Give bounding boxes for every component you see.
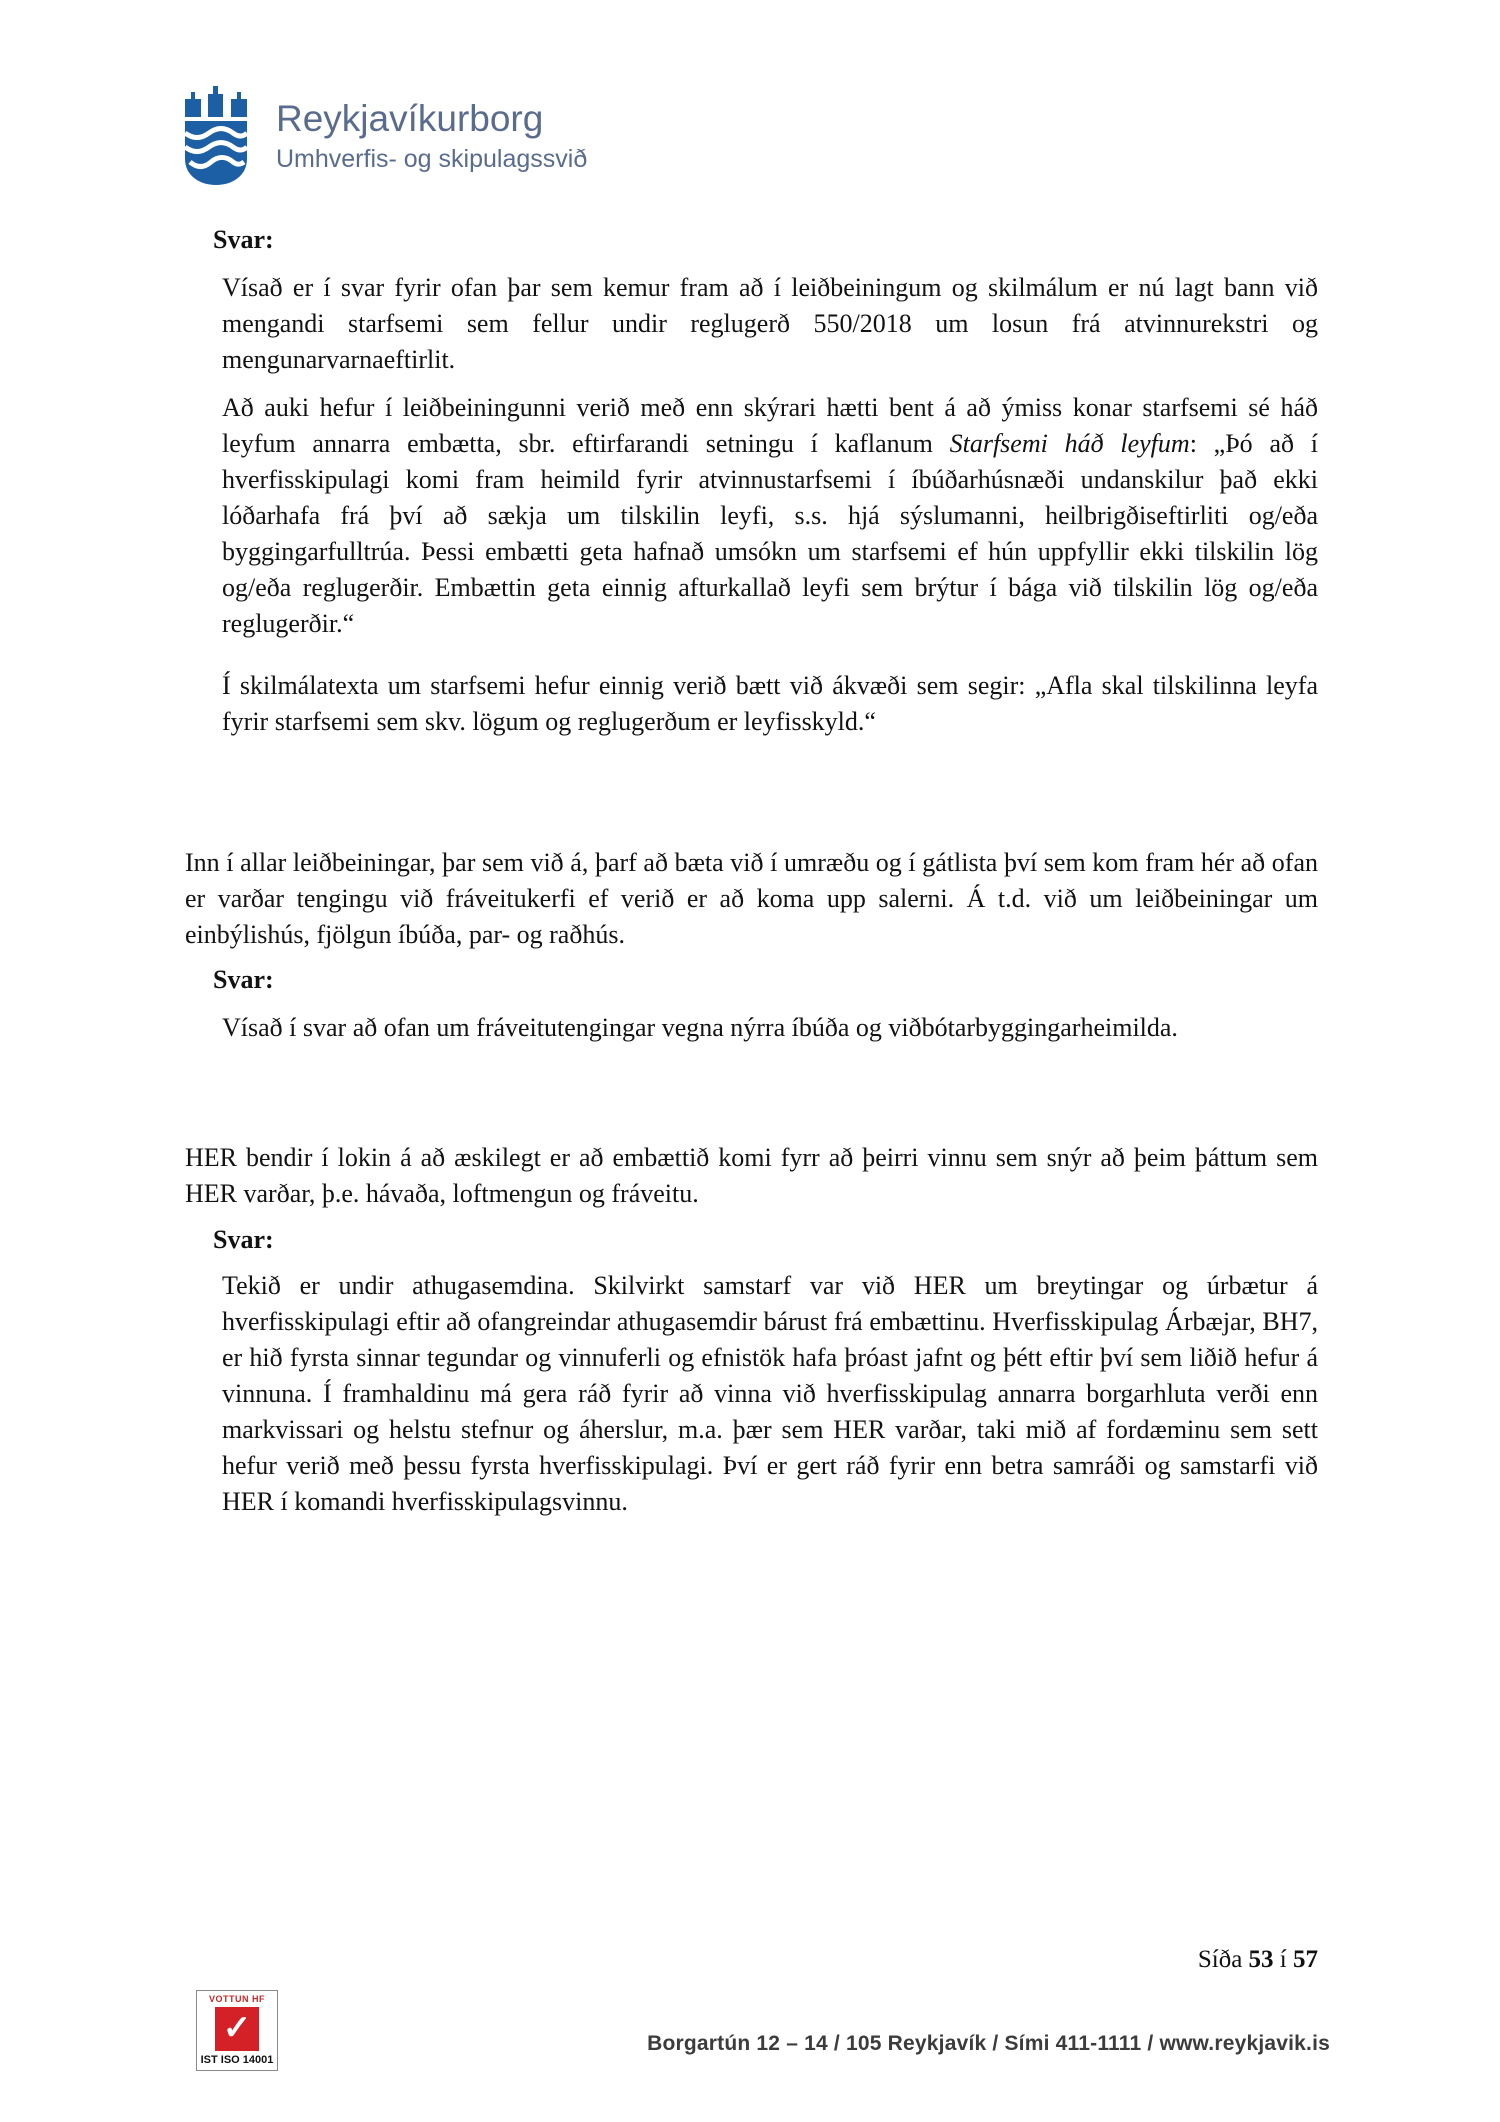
iso-certification-mark [196,1990,278,2071]
page-number-label: Síða [1197,1946,1243,1973]
document-header [178,86,587,188]
answer-heading: Svar: [213,225,274,254]
page-number-total: 57 [1293,1946,1318,1973]
paragraph-permits [222,390,1318,642]
paragraph-regulation-ban: Vísað er í svar fyrir ofan þar sem kemur fram að í leiðbeiningum og skilmálum er nú lagt bann við mengandi starfsemi sem fellur undir reglugerð 550/2018 um losun frá atvinnurekstri og mengunarvarnaeftirlit. [222,273,1318,374]
paragraph-terms-addendum: Í skilmálatexta um starfsemi hefur einnig verið bætt við ákvæði sem segir: „Afla skal tilskilinna leyfa fyrir starfsemi sem skv. lögum og reglugerðum er leyfisskyld.“ [222,671,1318,736]
paragraph-permits-pre: Að auki hefur í leiðbeiningunni verið með enn skýrari hætti bent á að ýmiss konar starfsemi sé háð leyfum annarra embætta, sbr. eftirfarandi setningu í kaflanum [222,393,1318,458]
reykjavik-coat-of-arms-icon [178,86,254,188]
footer-address: Borgartún 12 – 14 / 105 Reykjavík / Sími 411-1111 / www.reykjavik.is [647,2032,1330,2055]
certifier-name: VOTTUN HF [209,1994,265,2004]
page-number-current: 53 [1248,1946,1274,1973]
org-identity [276,97,588,175]
paragraph-sewer-answer: Vísað í svar að ofan um fráveitutengingar vegna nýrra íbúða og viðbótarbyggingarheimilda. [222,1013,1178,1042]
paragraph-cooperation-answer: Tekið er undir athugasemdina. Skilvirkt samstarf var við HER um breytingar og úrbætur á hverfisskipulagi eftir að ofangreindar athugasemdir bárust frá embættinu. Hverfisskipulag Árbæjar, BH7, er hið fyrsta sinnar tegundar og vinnuferli og efnistök hafa þróast jafnt og þétt eftir því sem liðið hefur á vinnuna. Í framhaldinu má gera ráð fyrir að vinna við hverfisskipulag annarra borgarhluta verði enn markvissari og helstu stefnur og áherslur, m.a. þær sem HER varðar, taki mið af fordæminu sem sett hefur verið með þessu fyrsta hverfisskipulagi. Því er gert ráð fyrir enn betra samráði og samstarfi við HER í komandi hverfisskipulagsvinnu. [222,1271,1318,1516]
org-name: Reykjavíkurborg [276,97,544,139]
paragraph-guidelines-comment: Inn í allar leiðbeiningar, þar sem við á, þarf að bæta við í umræðu og í gátlista því sem kom fram hér að ofan er varðar tengingu við fráveitukerfi ef verið er að koma upp salerni. Á t.d. við um leiðbeiningar um einbýlishús, fjölgun íbúða, par- og raðhús. [185,848,1318,949]
chapter-title-italic: Starfsemi háð leyfum [949,429,1190,458]
paragraph-her-comment: HER bendir í lokin á að æskilegt er að embættið komi fyrr að þeirri vinnu sem snýr að þeim þáttum sem HER varðar, þ.e. hávaða, loftmengun og fráveitu. [185,1143,1318,1208]
page-number [1198,1946,1318,1974]
iso-standard-label: IST ISO 14001 [200,2054,274,2066]
answer-heading: Svar: [213,965,274,994]
page-number-separator: í [1279,1946,1287,1973]
paragraph-permits-post: : „Þó að í hverfisskipulagi komi fram heimild fyrir atvinnustarfsemi í íbúðarhúsnæði undanskilur það ekki lóðarhafa frá því að sækja um tilskilin leyfi, s.s. hjá sýslumanni, heilbrigðiseftirliti og/eða byggingarfulltrúa. Þessi embætti geta hafnað umsókn um starfsemi ef hún uppfyllir ekki tilskilin lög og/eða reglugerðir. Embættin geta einnig afturkallað leyfi sem brýtur í bága við tilskilin lög og/eða reglugerðir.“ [222,429,1318,638]
check-icon: ✓ [215,2007,259,2051]
org-department: Umhverfis- og skipulagssvið [276,145,588,174]
answer-heading: Svar: [213,1225,274,1254]
